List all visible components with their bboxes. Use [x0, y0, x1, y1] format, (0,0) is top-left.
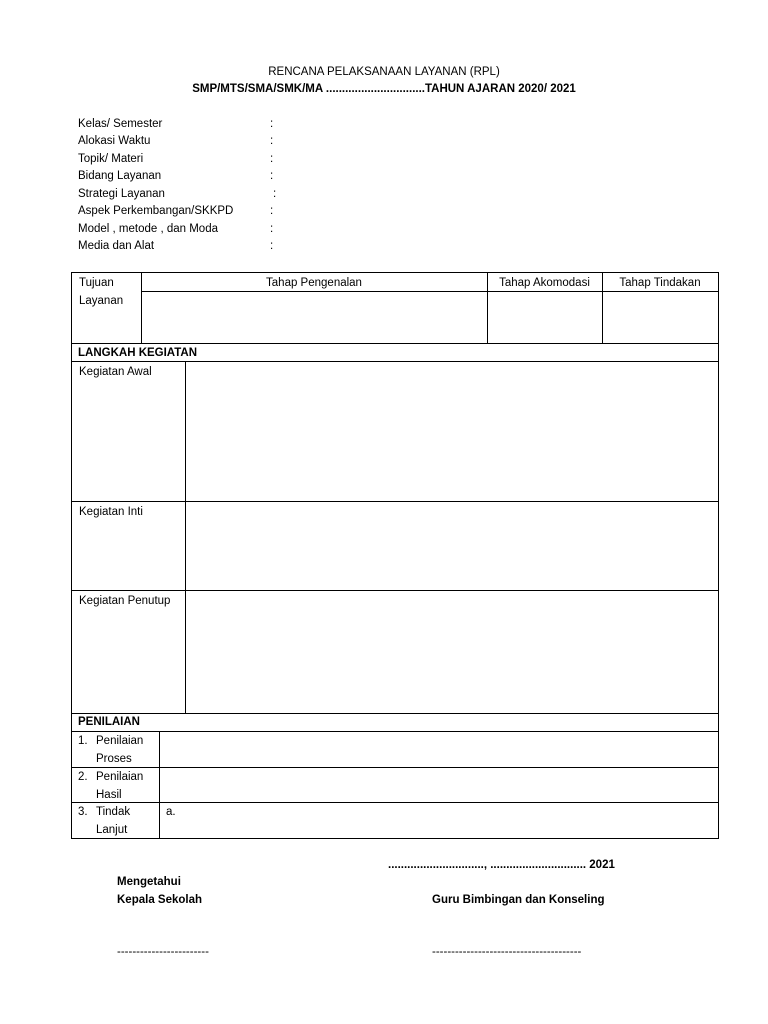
table-border-top — [71, 272, 719, 273]
penilaian-proses-number: 1. — [78, 735, 88, 747]
signature-line-left: ------------------------ — [117, 946, 209, 958]
layanan-label: Layanan — [79, 295, 124, 307]
divider — [141, 291, 719, 292]
info-label-media: Media dan Alat — [78, 240, 155, 252]
guru-bk-label: Guru Bimbingan dan Konseling — [432, 894, 605, 906]
info-label-aspek: Aspek Perkembangan/SKKPD — [78, 205, 234, 217]
penilaian-proses-label-2: Proses — [96, 753, 132, 765]
tujuan-label: Tujuan — [79, 277, 114, 289]
divider — [71, 590, 719, 591]
date-line: .............................., .............................. 2021 — [388, 859, 615, 871]
langkah-kegiatan-heading: LANGKAH KEGIATAN — [78, 347, 198, 359]
divider — [71, 767, 719, 768]
document-subtitle: SMP/MTS/SMA/SMK/MA ...............................TAHUN AJARAN 2020/ 2021 — [192, 83, 576, 95]
info-label-strategi: Strategi Layanan — [78, 188, 165, 200]
divider — [185, 361, 186, 713]
signature-line-right: --------------------------------------- — [432, 946, 582, 958]
penilaian-proses-label: Penilaian — [96, 735, 144, 747]
info-label-model: Model , metode , dan Moda — [78, 223, 218, 235]
info-label-kelas: Kelas/ Semester — [78, 118, 163, 130]
info-colon: : — [270, 223, 274, 235]
divider — [71, 343, 719, 344]
kegiatan-penutup-label: Kegiatan Penutup — [79, 595, 171, 607]
penilaian-heading: PENILAIAN — [78, 716, 140, 728]
info-colon: : — [270, 153, 274, 165]
kegiatan-inti-label: Kegiatan Inti — [79, 506, 143, 518]
col-tahap-tindakan: Tahap Tindakan — [619, 277, 701, 289]
info-colon: : — [270, 118, 274, 130]
penilaian-hasil-label: Penilaian — [96, 771, 144, 783]
info-colon: : — [270, 135, 274, 147]
kepala-sekolah-label: Kepala Sekolah — [117, 894, 203, 906]
tindak-lanjut-number: 3. — [78, 806, 88, 818]
divider — [71, 361, 719, 362]
table-border-left — [71, 272, 72, 839]
table-border-bottom — [71, 838, 719, 839]
info-colon: : — [270, 205, 274, 217]
info-colon: : — [273, 188, 277, 200]
divider — [71, 731, 719, 732]
tindak-lanjut-value: a. — [166, 806, 176, 818]
info-colon: : — [270, 170, 274, 182]
tindak-lanjut-label: Tindak — [96, 806, 131, 818]
document-title: RENCANA PELAKSANAAN LAYANAN (RPL) — [268, 66, 500, 78]
mengetahui-label: Mengetahui — [117, 876, 181, 888]
info-label-alokasi: Alokasi Waktu — [78, 135, 151, 147]
divider — [71, 713, 719, 714]
table-border-right — [718, 272, 719, 839]
divider — [71, 802, 719, 803]
info-label-topik: Topik/ Materi — [78, 153, 144, 165]
info-label-bidang: Bidang Layanan — [78, 170, 162, 182]
col-tahap-pengenalan: Tahap Pengenalan — [266, 277, 362, 289]
col-tahap-akomodasi: Tahap Akomodasi — [499, 277, 590, 289]
info-colon: : — [270, 240, 274, 252]
divider — [71, 501, 719, 502]
divider — [159, 731, 160, 839]
penilaian-hasil-label-2: Hasil — [96, 789, 122, 801]
kegiatan-awal-label: Kegiatan Awal — [79, 366, 152, 378]
penilaian-hasil-number: 2. — [78, 771, 88, 783]
tindak-lanjut-label-2: Lanjut — [96, 824, 128, 836]
